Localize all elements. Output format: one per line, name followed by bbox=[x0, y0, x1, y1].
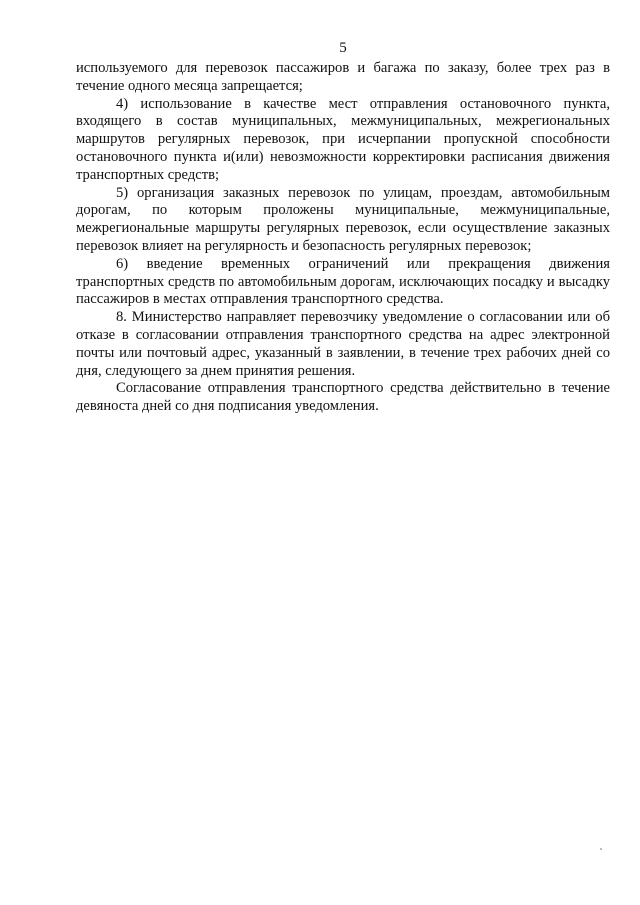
paragraph-clause-8: 8. Министерство направляет перевозчику уведомление о согласовании или об отказе в согласовании отправления транспортного средства на адрес электронной почты или почтовый адрес, указанный в заявлении, в течение трех рабочих дней со дня, следующего за днем принятия решения. bbox=[76, 309, 610, 379]
scan-speck bbox=[600, 848, 602, 850]
paragraph-item-4: 4) использование в качестве мест отправления остановочного пункта, входящего в состав муниципальных, межмуниципальных, межрегиональных маршрутов регулярных перевозок, при исчерпании пропускной способности остановочного пункта и(или) невозможности корректировки расписания движения транспортных средств; bbox=[76, 95, 610, 183]
paragraph-item-6: 6) введение временных ограничений или прекращения движения транспортных средств по автомобильным дорогам, исключающих посадку и высадку пассажиров в местах отправления транспортного средства. bbox=[76, 255, 610, 308]
paragraph-continuation: используемого для перевозок пассажиров и багажа по заказу, более трех раз в течение одного месяца запрещается; bbox=[76, 60, 610, 94]
document-body bbox=[76, 60, 610, 416]
paragraph-item-5: 5) организация заказных перевозок по улицам, проездам, автомобильным дорогам, по которым проложены муниципальные, межмуниципальные, межрегиональные маршруты регулярных перевозок, если осуществление заказных перевозок влияет на регулярность и безопасность регулярных перевозок; bbox=[76, 184, 610, 254]
paragraph-approval-validity: Согласование отправления транспортного средства действительно в течение девяноста дней со дня подписания уведомления. bbox=[76, 380, 610, 415]
page-number: 5 bbox=[339, 40, 347, 56]
